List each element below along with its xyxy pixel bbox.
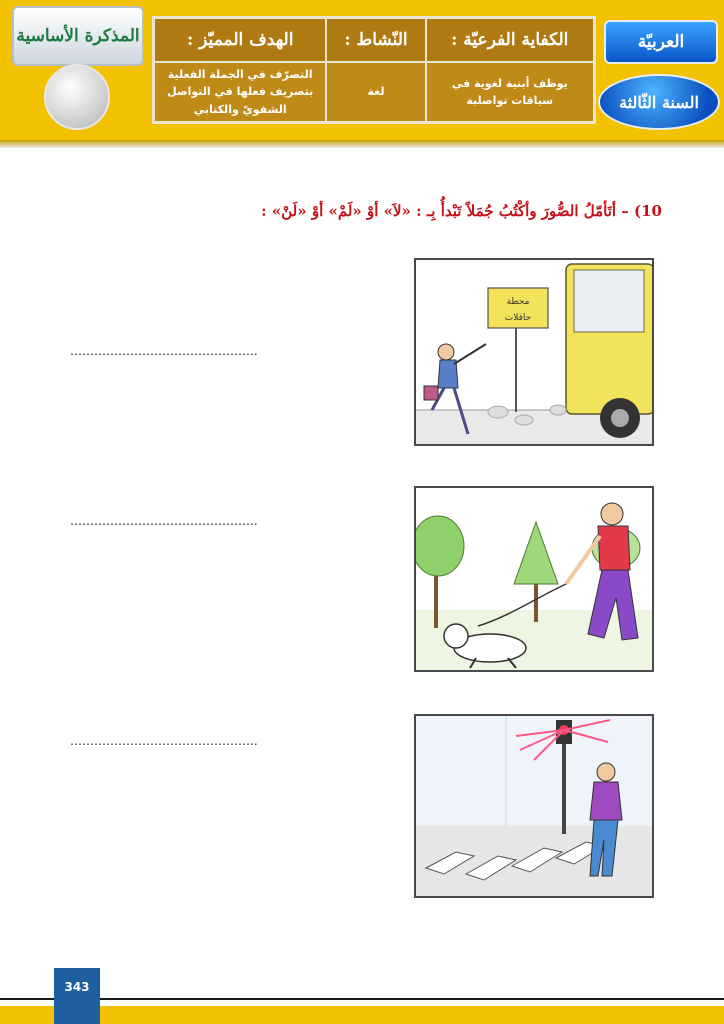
logo-text: المذكرة الأساسية [16, 26, 140, 46]
logo-badge [12, 6, 144, 66]
answer-line[interactable]: ……………………………………….. [70, 344, 258, 358]
bus-stop-scene [416, 260, 652, 444]
column-heading: الهدف المميّز : [155, 19, 325, 63]
column-heading: الكفاية الفرعيّة : [427, 19, 593, 63]
column-body: لغة [327, 63, 424, 121]
sign-text-line1: محطة [506, 297, 530, 307]
illustration-dog-walk [414, 486, 654, 672]
page-number-box [54, 968, 100, 1024]
exercise-instruction: 10) – أتَأمّلُ الصُّورَ وأكْتُبُ جُمَلاً تَبْدأُ بِـ : «لاَ» أوْ «لَمْ» أوْ «لَنْ» : [261, 202, 662, 220]
level-badge [598, 74, 720, 130]
column-body: يوظف أبنية لغوية في سياقات تواصلية [427, 63, 593, 121]
header-shadow [0, 140, 724, 148]
footer-band [0, 1006, 724, 1024]
page-number: 343 [64, 980, 90, 994]
illustration-bus-stop [414, 258, 654, 446]
info-column-objective [155, 19, 325, 121]
logo-circle [44, 64, 110, 130]
answer-line[interactable]: ……………………………………….. [70, 734, 258, 748]
column-body: التصرّف في الجملة الفعلية بتصريف فعلها في التواصل الشفويّ والكتابي [155, 63, 325, 121]
crossing-scene [416, 716, 652, 896]
answer-line[interactable]: ……………………………………….. [70, 514, 258, 528]
info-column-competence [425, 19, 593, 121]
column-heading: النّشاط : [327, 19, 424, 63]
sign-text-line2: حافلات [504, 313, 532, 323]
level-label: السنة الثّالثة [619, 92, 699, 112]
illustration-crossing [414, 714, 654, 898]
subject-label: العربيّة [637, 32, 685, 52]
info-column-activity [325, 19, 424, 121]
subject-badge [604, 20, 718, 64]
dog-walk-scene [416, 488, 652, 670]
info-table [152, 16, 596, 124]
footer-rule [0, 998, 724, 1000]
